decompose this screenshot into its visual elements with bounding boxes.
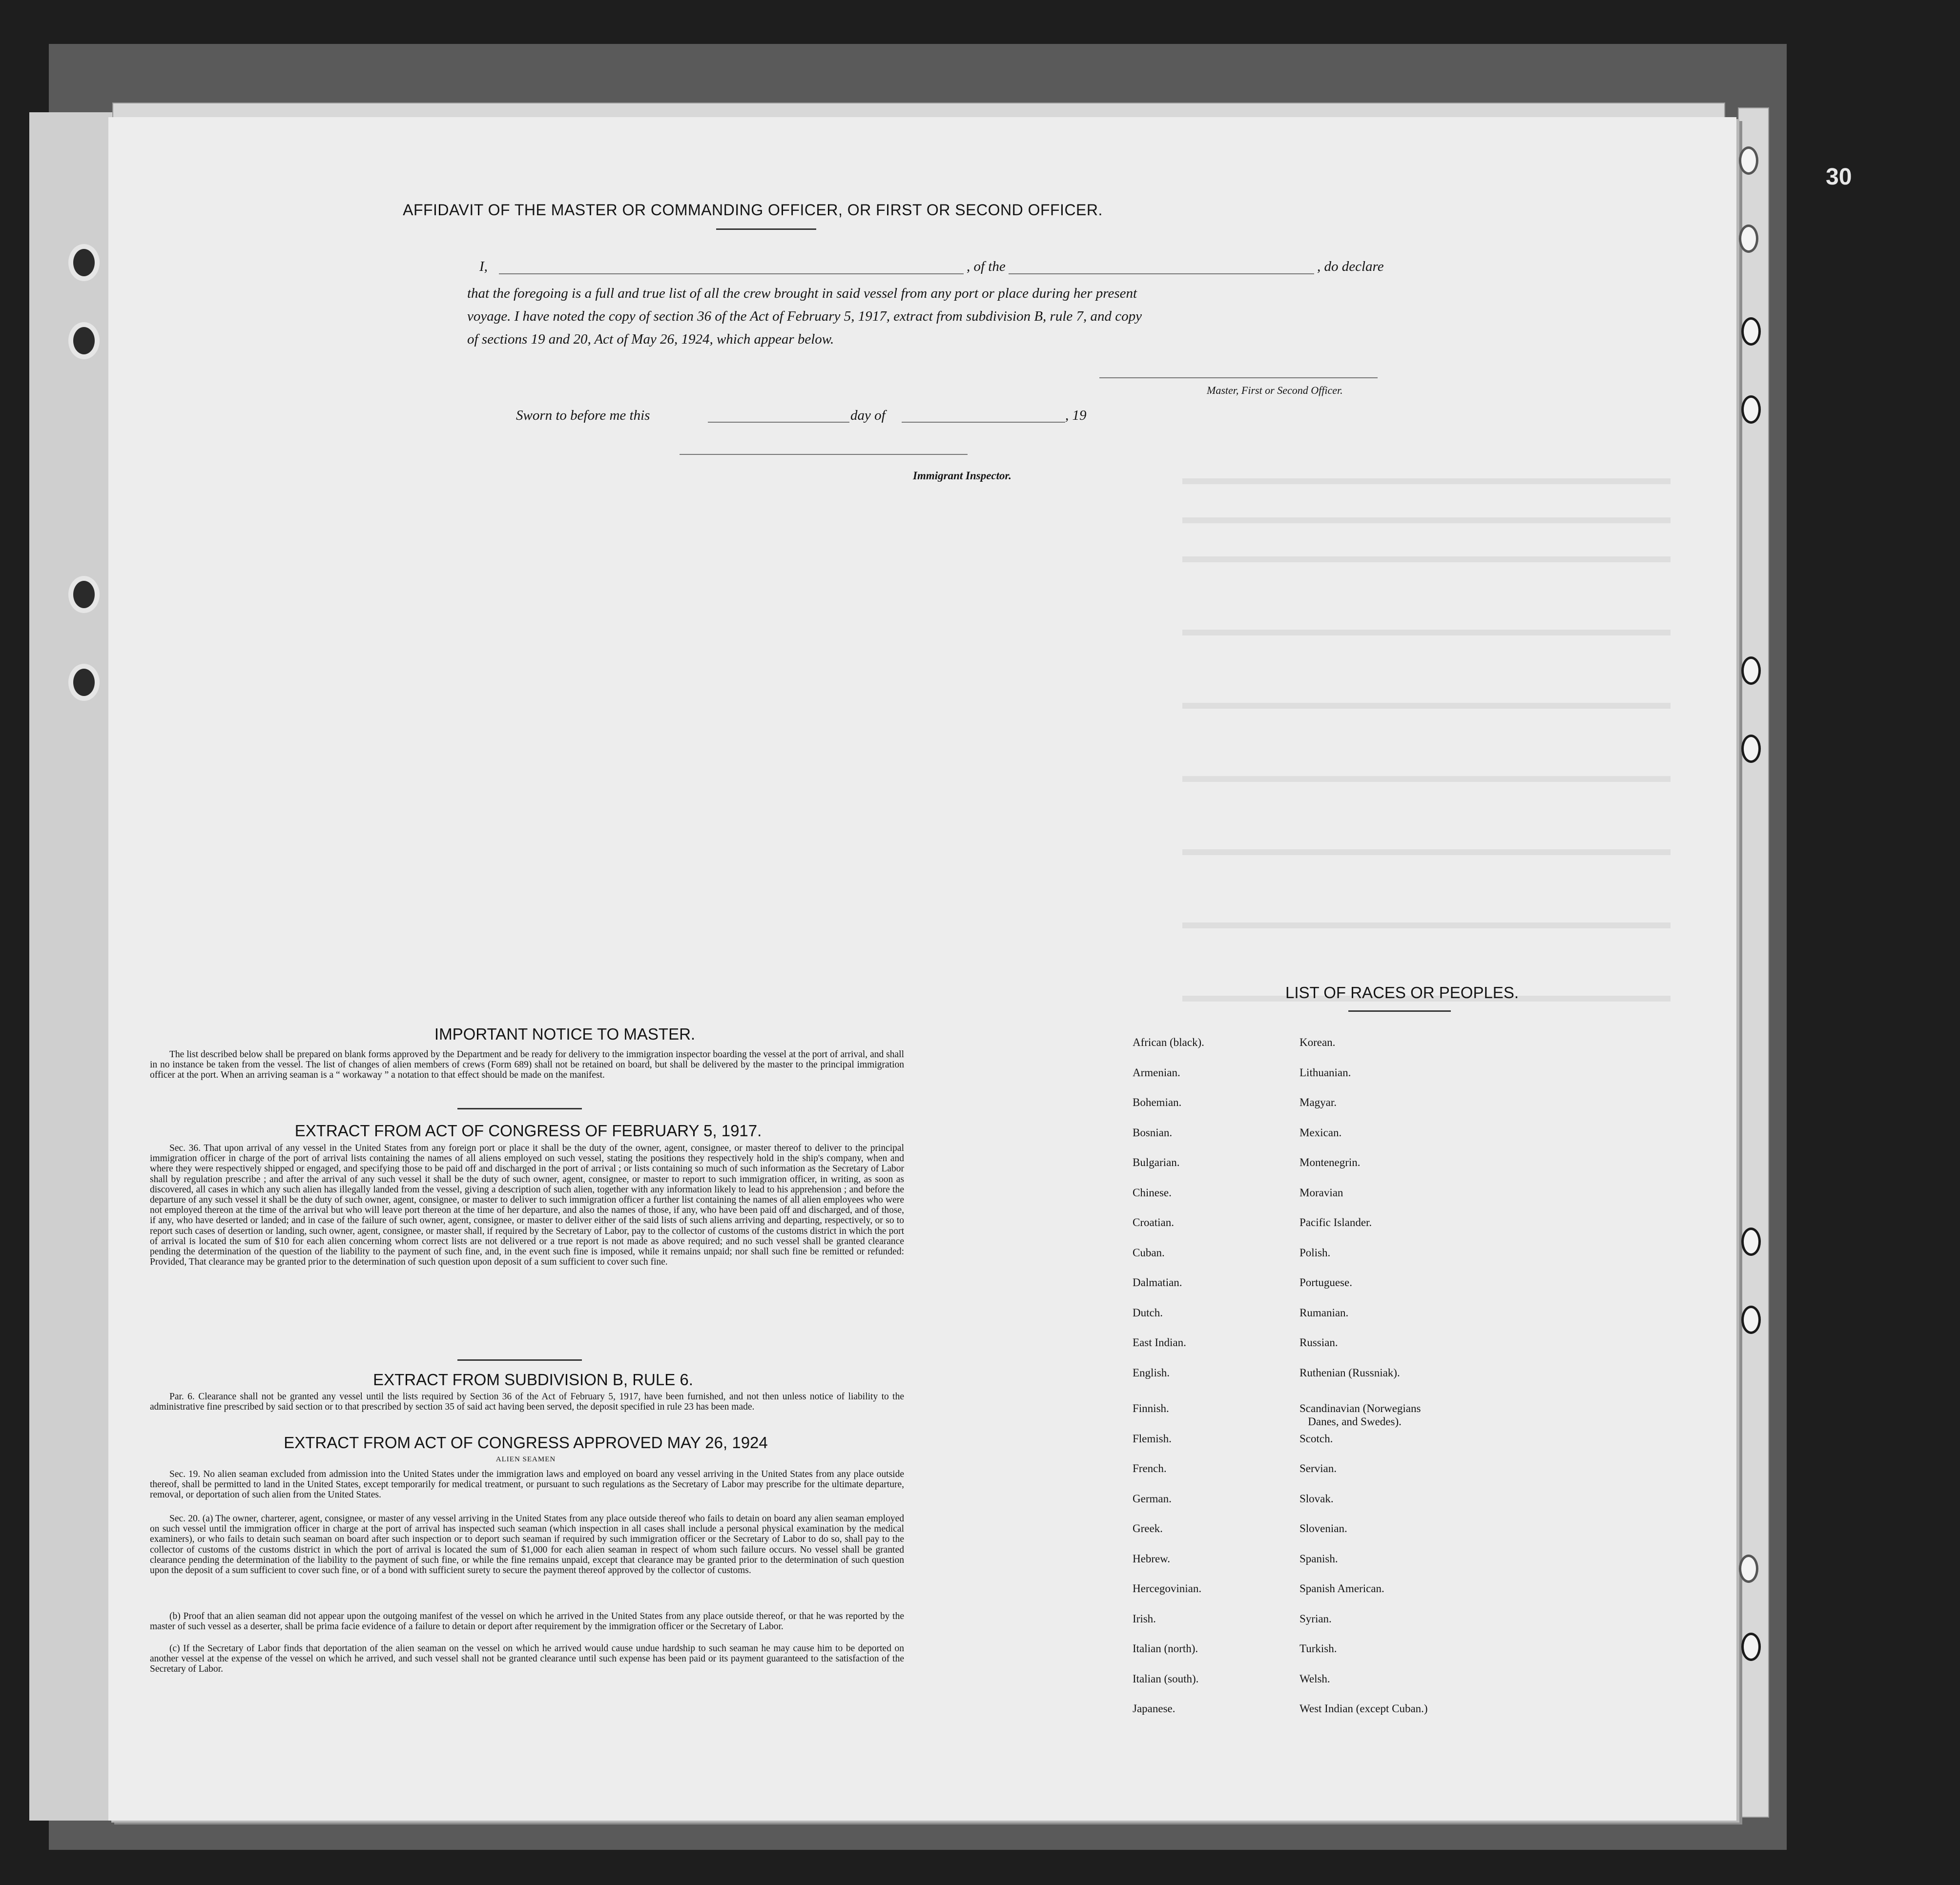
race-item: Syrian.: [1300, 1612, 1332, 1625]
race-item: Irish.: [1133, 1612, 1156, 1625]
sworn-month-line: [902, 422, 1065, 423]
race-item: French.: [1133, 1462, 1167, 1475]
extract-1917-title: EXTRACT FROM ACT OF CONGRESS OF FEBRUARY 5, 1917.: [294, 1122, 762, 1140]
year-label: , 19: [1065, 408, 1087, 423]
affidavit-body-line: that the foregoing is a full and true list of all the crew brought in said vessel from any port or place during her present: [467, 286, 1137, 301]
sworn-label: Sworn to before me this: [516, 408, 650, 423]
races-title: LIST OF RACES OR PEOPLES.: [1285, 983, 1519, 1002]
race-item: German.: [1133, 1492, 1172, 1505]
race-item: Servian.: [1300, 1462, 1337, 1475]
race-item: Chinese.: [1133, 1186, 1172, 1199]
day-of-label: day of: [850, 408, 886, 423]
sworn-day-line: [708, 422, 849, 423]
race-item: Greek.: [1133, 1522, 1163, 1535]
section-rule: [1348, 1010, 1451, 1012]
affidavit-title: AFFIDAVIT OF THE MASTER OR COMMANDING OFFICER, OR FIRST OR SECOND OFFICER.: [403, 201, 1103, 219]
race-item: Dutch.: [1133, 1306, 1163, 1319]
race-item: Cuban.: [1133, 1246, 1165, 1259]
race-item: Japanese.: [1133, 1702, 1176, 1715]
master-caption: Master, First or Second Officer.: [1207, 384, 1343, 396]
punch-hole: [1739, 146, 1758, 175]
race-item: Lithuanian.: [1300, 1066, 1351, 1079]
extract-1924-title: EXTRACT FROM ACT OF CONGRESS APPROVED MAY 26, 1924: [284, 1434, 768, 1452]
extract-1924-subtitle: ALIEN SEAMEN: [495, 1455, 556, 1463]
race-item: Russian.: [1300, 1336, 1338, 1349]
section-rule: [457, 1108, 582, 1109]
race-item: Scandinavian (Norwegians Danes, and Swedes).: [1300, 1402, 1421, 1428]
race-item: Armenian.: [1133, 1066, 1180, 1079]
page-number: 30: [1826, 164, 1852, 190]
inspector-signature-line: [680, 454, 968, 455]
extract-rule6-title: EXTRACT FROM SUBDIVISION B, RULE 6.: [373, 1371, 693, 1389]
race-item: Bohemian.: [1133, 1096, 1182, 1108]
notice-body: The list described below shall be prepared on blank forms approved by the Department and be ready for delivery to the immigration inspector boarding the vessel at the port of arrival, and shall in no instance be taken from the vessel. The list of changes of alien members of crews (Form 689) shall not be retained on board, but shall be delivered by the master to the principal immigration officer at the port. When an arriving seaman is a “ workaway ” a notation to that effect should be made on the manifest.: [150, 1049, 904, 1081]
inspector-caption: Immigrant Inspector.: [913, 470, 1011, 482]
sec20a-paragraph: Sec. 20. (a) The owner, charterer, agent, consignee, or master of any vessel arriving in the United States from any place outside thereof who fails to detain on board any alien seaman employed on such vessel until the immigration officer in charge at the port of arrival has inspected such seaman (which inspection in all cases shall include a personal physical examination by the medical examiners), or who fails to detain such seaman on board after such inspection or to deport such seaman if required by such immigration officer or the Secretary of Labor to do so, shall pay to the collector of customs of the customs district in which the port of arrival is located the sum of $1,000 for each alien seaman in respect of whom such failure occurs. No vessel shall be granted clearance pending the determination of the liability to the payment of such fine, or while the fine remains unpaid, except that clearance may be granted prior to the determination of such question upon the deposit of a sum sufficient to cover such fine, or of a bond with sufficient surety to secure the payment thereof approved by the collector of customs.: [150, 1514, 904, 1576]
race-item: Pacific Islander.: [1300, 1216, 1372, 1229]
punch-hole: [1741, 317, 1761, 346]
punch-hole: [1739, 225, 1758, 253]
race-item: Korean.: [1300, 1036, 1336, 1048]
race-item: Magyar.: [1300, 1096, 1337, 1108]
punch-hole: [1741, 395, 1761, 424]
race-item: Spanish.: [1300, 1552, 1338, 1565]
affidavit-body: [467, 282, 1142, 351]
race-item: Portuguese.: [1300, 1276, 1352, 1289]
document-sheet: [108, 117, 1736, 1821]
race-item: Bosnian.: [1133, 1126, 1173, 1139]
binder-hole: [73, 249, 95, 276]
vessel-name-line: [1026, 273, 1343, 274]
punch-hole: [1741, 1228, 1761, 1256]
notice-title: IMPORTANT NOTICE TO MASTER.: [434, 1025, 696, 1043]
race-item: Hercegovinian.: [1133, 1582, 1202, 1595]
of-the-label: , of the: [964, 259, 1009, 275]
binder-hole: [73, 581, 95, 608]
race-item: Spanish American.: [1300, 1582, 1384, 1595]
race-item: Finnish.: [1133, 1402, 1169, 1414]
binder-hole: [73, 327, 95, 354]
title-rule: [716, 228, 816, 230]
race-item: Welsh.: [1300, 1672, 1330, 1685]
binder-hole: [73, 669, 95, 696]
master-signature-line: [1099, 377, 1378, 378]
sec20b-paragraph: (b) Proof that an alien seaman did not appear upon the outgoing manifest of the vessel on which he arrived in the United States from any place outside thereof, or that he was reported by the master of such vessel as a deserter, shall be prima facie evidence of a failure to detain or deport after requirement by the immigration officer or the Secretary of Labor.: [150, 1611, 904, 1632]
punch-hole: [1741, 735, 1761, 763]
do-declare-label: , do declare: [1314, 259, 1387, 275]
affidavit-body-line: voyage. I have noted the copy of section 36 of the Act of February 5, 1917, extract from subdivision B, rule 7, and copy: [467, 308, 1142, 324]
affidavit-body-line: of sections 19 and 20, Act of May 26, 1924, which appear below.: [467, 331, 834, 347]
extract-rule6-body: Par. 6. Clearance shall not be granted any vessel until the lists required by Section 36 of the Act of February 5, 1917, have been furnished, and not then unless notice of liability to the administrative fine prescribed by said section or to that prescribed by section 35 of said act having been served, the deposit specified in rule 23 has been made.: [150, 1392, 904, 1413]
race-item: Italian (north).: [1133, 1642, 1198, 1655]
race-item: Flemish.: [1133, 1432, 1172, 1445]
race-item: West Indian (except Cuban.): [1300, 1702, 1428, 1715]
race-item: Moravian: [1300, 1186, 1343, 1199]
punch-hole: [1741, 1633, 1761, 1661]
punch-hole: [1741, 1306, 1761, 1334]
sec20c-paragraph: (c) If the Secretary of Labor finds that deportation of the alien seaman on the vessel on which he arrived would cause undue hardship to such seaman he may cause him to be deported on another vessel at the expense of the vessel on which he arrived, and such vessel shall not be granted clearance until such expense has been paid or its payment guaranteed to the satisfaction of the Secretary of Labor.: [150, 1643, 904, 1675]
race-item: East Indian.: [1133, 1336, 1186, 1349]
punch-hole: [1739, 1555, 1758, 1583]
extract-1917-body: Sec. 36. That upon arrival of any vessel in the United States from any foreign port or place it shall be the duty of the owner, agent, consignee, or master thereof to deliver to the principal immigration officer in charge of the port of arrival lists containing the names of all aliens employed on such vessel, stating the positions they respectively hold in the ship's company, when and where they were respectively shipped or engaged, and specifying those to be paid off and discharged in the port of arrival ; or lists containing so much of such information as the Secretary of Labor shall by regulation prescribe ; and after the arrival of any such vessel it shall be the duty of such owner, agent, consignee, or master to report to such immigration officer, in writing, as soon as discovered, all cases in which any such alien has illegally landed from the vessel, giving a description of such alien, together with any information likely to lead to his apprehension ; and before the departure of any such vessel it shall be the duty of such owner, agent, consignee, or master to deliver to such immigration officer a further list containing the names of all alien employees who were not employed thereon at the time of the arrival but who will leave port thereon at the time of her departure, and also the names of those, if any, who have been paid off and discharged, and of those, if any, who have deserted or landed; and in case of the failure of such owner, agent, consignee, or master to deliver either of the said lists of such aliens arriving and departing, respectively, or so to report such cases of desertion or landing, such owner, agent, consignee, or master shall, if required by the Secretary of Labor, pay to the collector of customs of the customs district in which the port of arrival is located the sum of $10 for each alien concerning whom correct lists are not delivered or a true report is not made as above required; and no such vessel shall be granted clearance pending the determination of the question of the liability to the payment of such fine, and, in the event such fine is imposed, while it remains unpaid; nor shall such fine be remitted or refunded: Provided, That clearance may be granted prior to the determination of such question upon deposit of a sum sufficient to cover such fine.: [150, 1143, 904, 1268]
race-item: Ruthenian (Russniak).: [1300, 1366, 1400, 1379]
race-item: Hebrew.: [1133, 1552, 1171, 1565]
race-item: Slovak.: [1300, 1492, 1334, 1505]
race-item: English.: [1133, 1366, 1170, 1379]
race-item: African (black).: [1133, 1036, 1204, 1048]
race-item: Dalmatian.: [1133, 1276, 1182, 1289]
race-item: Slovenian.: [1300, 1522, 1347, 1535]
race-item: Bulgarian.: [1133, 1156, 1180, 1168]
section-rule: [457, 1359, 582, 1361]
punch-hole: [1741, 656, 1761, 685]
declarant-label: I,: [479, 259, 488, 274]
race-item: Scotch.: [1300, 1432, 1333, 1445]
race-item: Montenegrin.: [1300, 1156, 1361, 1168]
sec19-paragraph: Sec. 19. No alien seaman excluded from admission into the United States under the immigration laws and employed on board any vessel arriving in the United States from any place outside thereof, shall be permitted to land in the United States, except temporarily for medical treatment, or pursuant to such regulations as the Secretary of Labor may prescribe for the ultimate departure, removal, or deportation of such alien from the United States.: [150, 1469, 904, 1500]
race-item: Turkish.: [1300, 1642, 1337, 1655]
race-item: Croatian.: [1133, 1216, 1174, 1229]
race-item: Mexican.: [1300, 1126, 1342, 1139]
race-item: Polish.: [1300, 1246, 1331, 1259]
race-item: Rumanian.: [1300, 1306, 1349, 1319]
race-item: Italian (south).: [1133, 1672, 1199, 1685]
